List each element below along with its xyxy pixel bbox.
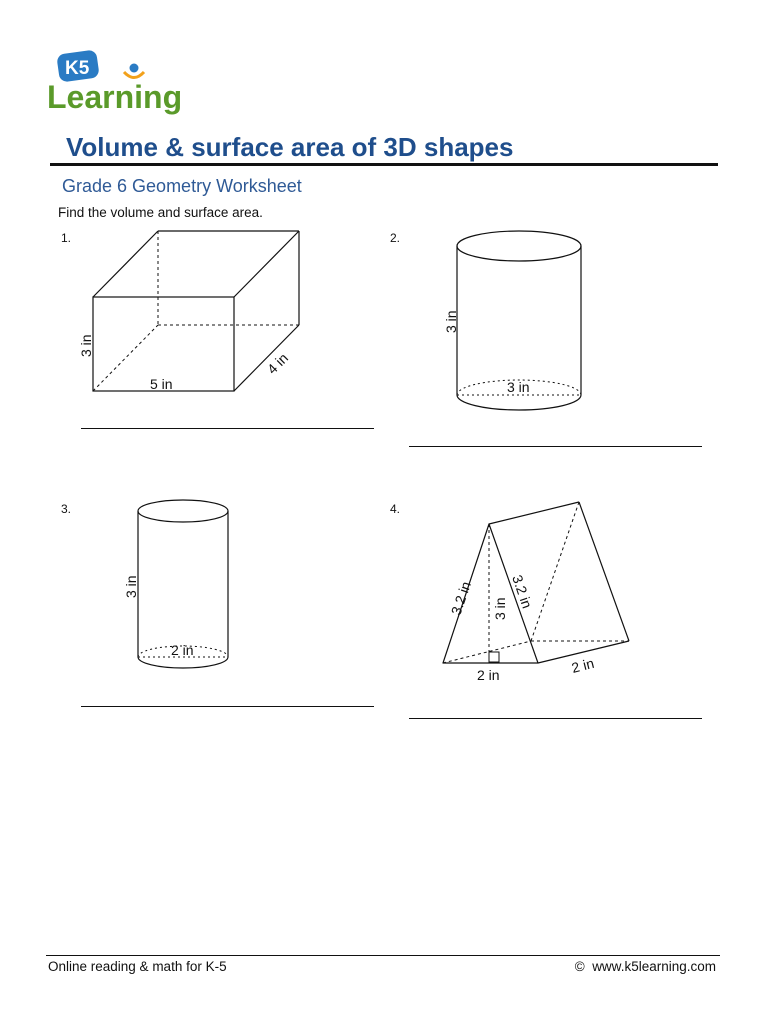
problem-1-depth-label: 4 in — [263, 349, 292, 378]
problem-4-base-label: 2 in — [477, 667, 500, 683]
problem-2-diameter-label: 3 in — [507, 379, 530, 395]
problem-3-height-label: 3 in — [123, 575, 139, 598]
problem-1-number: 1. — [61, 231, 72, 245]
footer-website-url[interactable]: www.k5learning.com — [592, 959, 716, 974]
copyright-symbol: © — [574, 959, 585, 974]
problem-2-height-label: 3 in — [443, 310, 459, 333]
problem-4-length-label: 2 in — [569, 654, 596, 676]
problem-2-number: 2. — [390, 231, 401, 245]
logo-word-text: Learning — [47, 79, 183, 115]
problem-4-answer-line — [409, 718, 702, 719]
footer-website[interactable] — [575, 959, 716, 974]
logo-badge-text: K5 — [65, 58, 90, 79]
instructions-text: Find the volume and surface area. — [58, 205, 263, 220]
problem-4-right-side-label: 3.2 in — [509, 572, 536, 611]
problem-4-number: 4. — [390, 502, 401, 516]
problem-3-diameter-label: 2 in — [171, 642, 194, 658]
problem-3-number: 3. — [61, 502, 72, 516]
worksheet-subtitle: Grade 6 Geometry Worksheet — [62, 176, 302, 196]
footer-divider — [46, 955, 720, 956]
problem-4-left-side-label: 3.2 in — [447, 579, 474, 617]
problem-1-height-label: 3 in — [78, 334, 94, 357]
worksheet-title: Volume & surface area of 3D shapes — [66, 132, 514, 162]
problem-4-height-label: 3 in — [492, 597, 508, 620]
footer-tagline: Online reading & math for K-5 — [48, 959, 227, 974]
problem-1-length-label: 5 in — [150, 376, 173, 392]
